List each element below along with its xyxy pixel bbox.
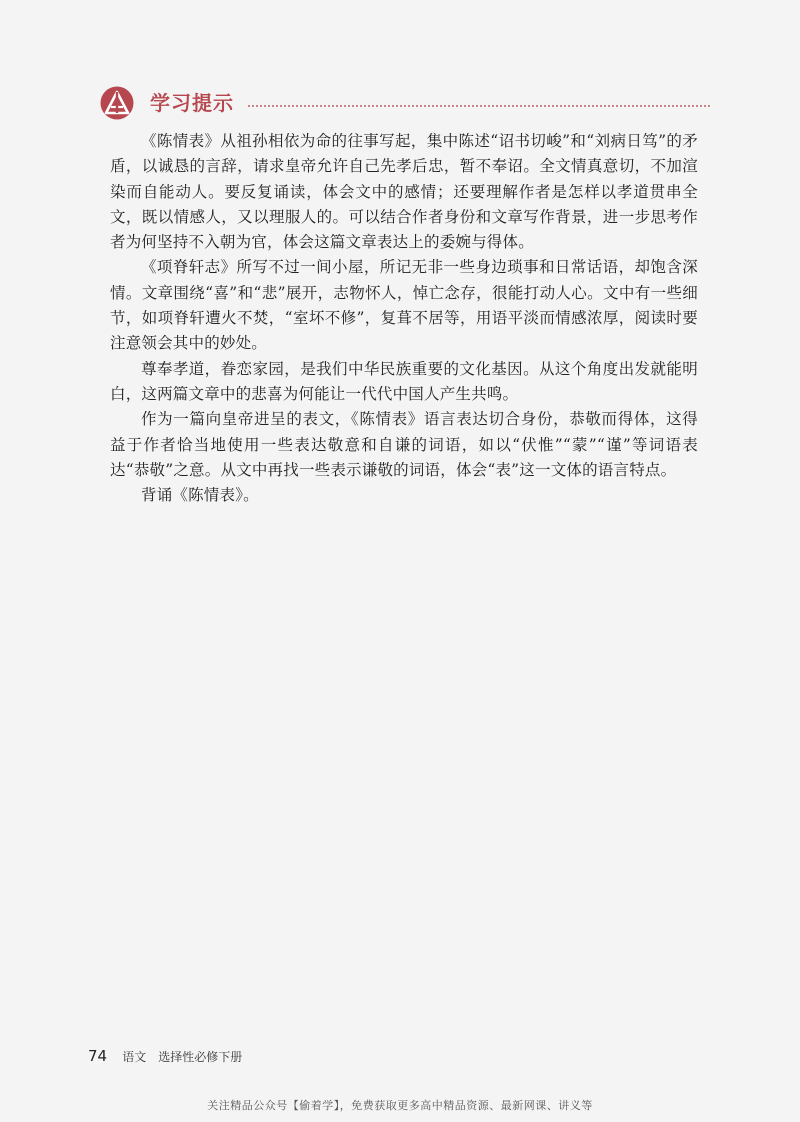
page-footer (88, 1046, 242, 1065)
watermark-text: 关注精品公众号【偷着学】，免费获取更多高中精品资源、最新网课、讲义等 (207, 1099, 593, 1112)
section-title: 学习提示 (150, 91, 234, 115)
paragraph: 《陈情表》从祖孙相依为命的往事写起，集中陈述“诏书切峻”和“刘病日笃”的矛盾，以诚恳的言辞，请求皇帝允许自己先孝后忠，暂不奉诏。全文情真意切，不加渲染而自能动人。要反复诵读，体会文中的感情；还要理解作者是怎样以孝道贯串全文，既以情感人，又以理服人的。可以结合作者身份和文章写作背景，进一步思考作者为何坚持不入朝为官，体会这篇文章表达上的委婉与得体。 (110, 132, 698, 252)
page-number: 74 (88, 1047, 108, 1065)
section-header (100, 86, 710, 120)
dotted-divider (248, 105, 710, 107)
paragraph: 背诵《陈情表》。 (141, 486, 259, 505)
paragraph: 尊奉孝道，眷恋家园，是我们中华民族重要的文化基因。从这个角度出发就能明白，这两篇文章中的悲喜为何能让一代代中国人产生共鸣。 (110, 359, 698, 403)
paragraph: 作为一篇向皇帝进呈的表文，《陈情表》语言表达切合身份，恭敬而得体，这得益于作者恰当地使用一些表达敬意和自谦的词语，如以“伏惟”“蒙”“谨”等词语表达“恭敬”之意。从文中再找一些表示谦敬的词语，体会“表”这一文体的语言特点。 (110, 410, 698, 479)
tips-content (110, 129, 698, 508)
book-title: 语文 选择性必修下册 (122, 1050, 243, 1064)
paragraph: 《项脊轩志》所写不过一间小屋，所记无非一些身边琐事和日常话语，却饱含深情。文章围绕“喜”和“悲”展开，志物怀人，悼亡念存，很能打动人心。文中有一些细节，如项脊轩遭火不焚，“室坏不修”，复葺不居等，用语平淡而情感浓厚，阅读时要注意领会其中的妙处。 (110, 258, 698, 353)
triangle-logo-icon (100, 86, 134, 120)
